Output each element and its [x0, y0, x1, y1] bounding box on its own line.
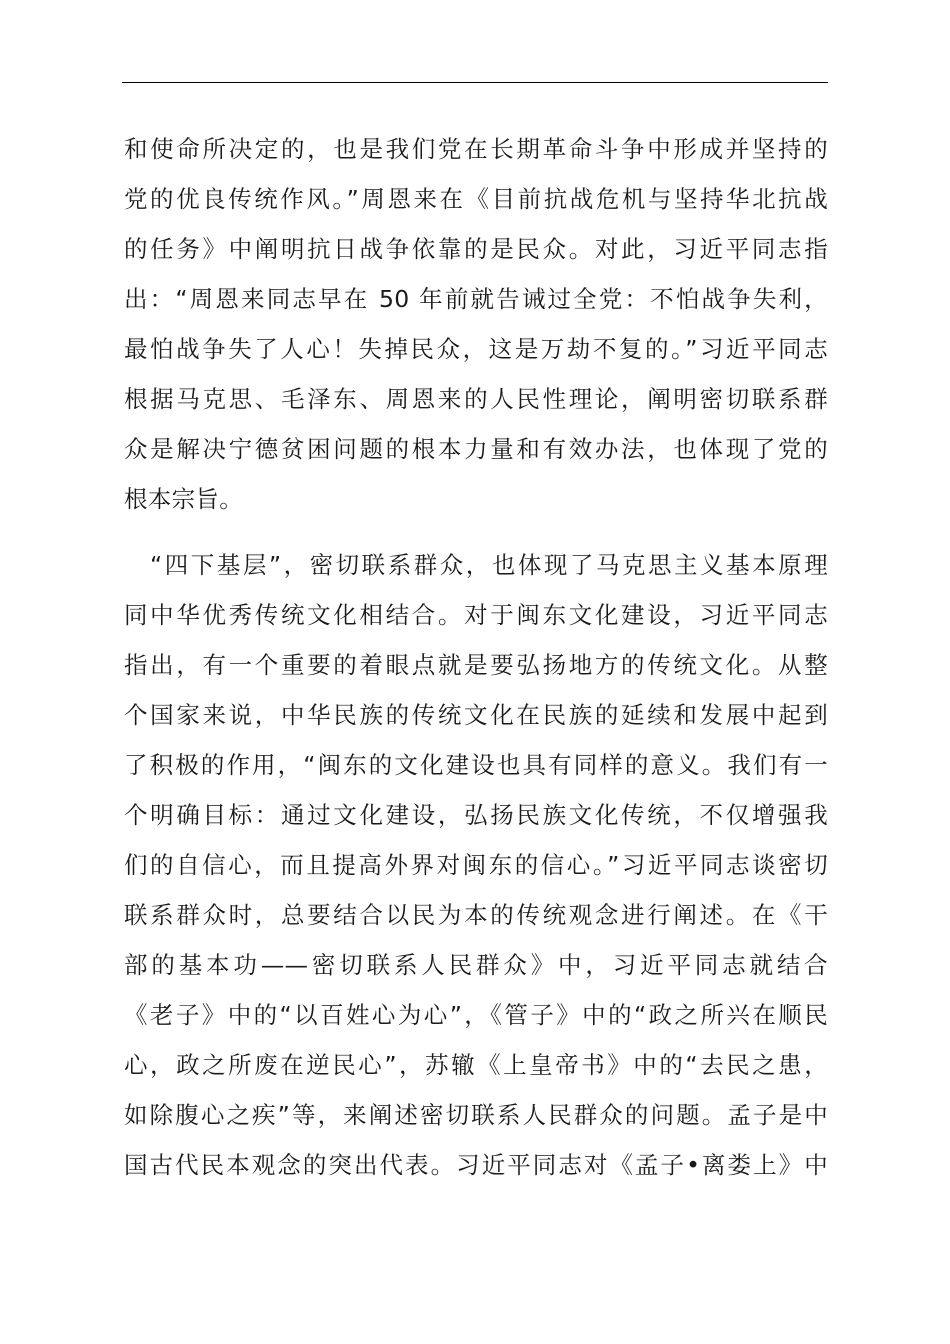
text-line: 个明确目标：通过文化建设，弘扬民族文化传统，不仅增强我: [124, 801, 828, 829]
text-line: 们的自信心，而且提高外界对闽东的信心。”习近平同志谈密切: [124, 851, 828, 879]
text-line: “四下基层”，密切联系群众，也体现了马克思主义基本原理: [124, 551, 828, 579]
document-body: [124, 124, 828, 1190]
paragraph-gap: [124, 524, 828, 540]
text-line: 党的优良传统作风。”周恩来在《目前抗战危机与坚持华北抗战: [124, 185, 828, 213]
text-line: 的任务》中阐明抗日战争依靠的是民众。对此，习近平同志指: [124, 235, 828, 263]
text-line: 联系群众时，总要结合以民为本的传统观念进行阐述。在《干: [124, 901, 828, 929]
text-line: 和使命所决定的，也是我们党在长期革命斗争中形成并坚持的: [124, 135, 828, 163]
paragraph-1: [124, 124, 828, 524]
text-line: 个国家来说，中华民族的传统文化在民族的延续和发展中起到: [124, 701, 828, 729]
text-line: 国古代民本观念的突出代表。习近平同志对《孟子•离娄上》中: [124, 1151, 828, 1179]
paragraph-2: [124, 540, 828, 1190]
text-line: 根据马克思、毛泽东、周恩来的人民性理论，阐明密切联系群: [124, 385, 828, 413]
text-line: 指出，有一个重要的着眼点就是要弘扬地方的传统文化。从整: [124, 651, 828, 679]
text-line: 部的基本功——密切联系人民群众》中，习近平同志就结合: [124, 951, 828, 979]
text-line: 出：“周恩来同志早在 50 年前就告诫过全党：不怕战争失利，: [124, 285, 828, 313]
text-line: 如除腹心之疾”等，来阐述密切联系人民群众的问题。孟子是中: [124, 1101, 828, 1129]
text-line: 《老子》中的“以百姓心为心”，《管子》中的“政之所兴在顺民: [124, 1001, 828, 1029]
text-line: 了积极的作用，“闽东的文化建设也具有同样的意义。我们有一: [124, 751, 828, 779]
text-line: 心，政之所废在逆民心”，苏辙《上皇帝书》中的“去民之患，: [124, 1051, 828, 1079]
text-line: 最怕战争失了人心！失掉民众，这是万劫不复的。”习近平同志: [124, 335, 828, 363]
header-rule: [122, 82, 828, 83]
text-line: 同中华优秀传统文化相结合。对于闽东文化建设，习近平同志: [124, 601, 828, 629]
text-line: 众是解决宁德贫困问题的根本力量和有效办法，也体现了党的: [124, 435, 828, 463]
text-line: 根本宗旨。: [124, 485, 243, 513]
